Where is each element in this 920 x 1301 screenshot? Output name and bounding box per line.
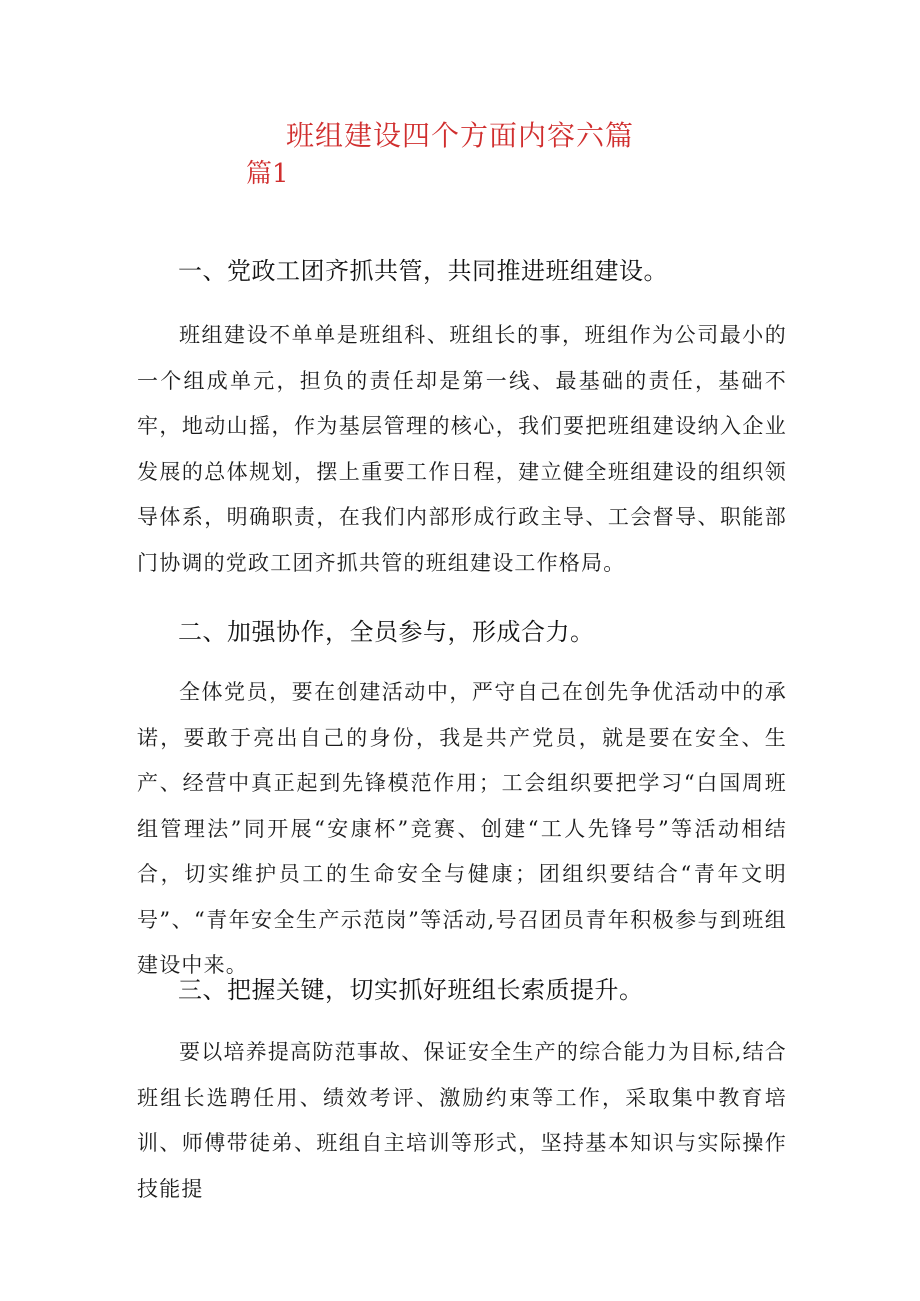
paragraph-3: 要以培养提高防范事故、保证安全生产的综合能力为目标,结合班组长选聘任用、绩效考评、激励约束等工作，采取集中教育培训、师傅带徒弟、班组自主培训等形式，坚持基本知识与实际操作技能提 bbox=[137, 1040, 787, 1201]
document-title: 班组建设四个方面内容六篇 bbox=[285, 119, 634, 152]
paragraph-1: 班组建设不单单是班组科、班组长的事，班组作为公司最小的一个组成单元，担负的责任却是第一线、最基础的责任，基础不牢，地动山摇，作为基层管理的核心，我们要把班组建设纳入企业发展的总体规划，摆上重要工作日程，建立健全班组建设的组织领导体系，明确职责，在我们内部形成行政主导、工会督导、职能部门协调的党政工团齐抓共管的班组建设工作格局。 bbox=[137, 323, 787, 575]
heading-3: 三、把握关键，切实抓好班组长索质提升。 bbox=[178, 976, 644, 1004]
paragraph-2: 全体党员，要在创建活动中，严守自己在创先争优活动中的承诺，要敢于亮出自己的身份，我是共产党员，就是要在安全、生产、经营中真正起到先锋模范作用；工会组织要把学习“白国周班组管理法”同开展“安康杯”竞赛、创建“工人先锋号”等活动相结合，切实维护员工的生命安全与健康；团组织要结合“青年文明号”、“青年安全生产示范岗”等活动,号召团员青年积极参与到班组建设中来。 bbox=[137, 680, 787, 977]
heading-2: 二、加强协作，全员参与，形成合力。 bbox=[178, 618, 595, 646]
section-label: 篇1 bbox=[246, 159, 289, 189]
heading-1: 一、党政工团齐抓共管，共同推进班组建设。 bbox=[178, 257, 668, 285]
